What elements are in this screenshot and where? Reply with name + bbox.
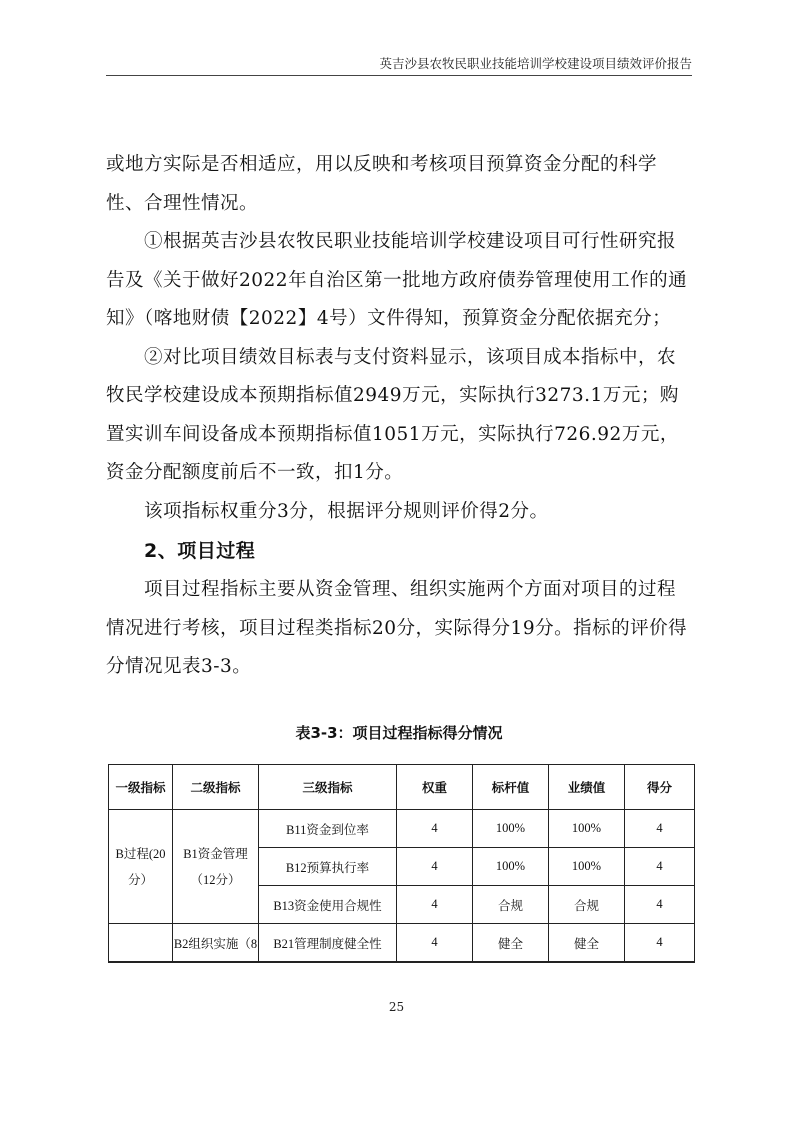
actual-cell: 健全 [549,924,625,963]
actual-cell: 100% [549,848,625,886]
benchmark-cell: 合规 [473,886,549,924]
benchmark-cell: 100% [473,810,549,848]
paragraph-4: 该项指标权重分3分，根据评分规则评价得2分。 [144,500,549,522]
report-body [106,146,692,687]
paragraph-2: ①根据英吉沙县农牧民职业技能培训学校建设项目可行性研究报告及《关于做好2022年自治区第一批地方政府债券管理使用工作的通知》（喀地财债【2022】4号）文件得知，预算资金分配依据充分； [106,231,688,329]
header-divider [106,75,692,76]
level3-cell: B11资金到位率 [259,810,397,848]
level1-cell-empty [109,924,173,963]
b1-label: B1资金管理 [183,846,248,861]
paragraph-1: 或地方实际是否相适应，用以反映和考核项目预算资金分配的科学性、合理性情况。 [106,154,658,214]
section-heading: 2、项目过程 [144,540,256,562]
level3-cell: B13资金使用合规性 [259,886,397,924]
table-row [109,924,695,963]
actual-cell: 合规 [549,886,625,924]
header-benchmark: 标杆值 [473,765,549,810]
process-indicator-table [108,764,695,963]
benchmark-cell: 100% [473,848,549,886]
header-weight: 权重 [397,765,473,810]
level3-cell: B12预算执行率 [259,848,397,886]
paragraph-3: ②对比项目绩效目标表与支付资料显示，该项目成本指标中，农牧民学校建设成本预期指标值2949万元，实际执行3273.1万元；购置实训车间设备成本预期指标值1051万元，实际执行726.92万元，资金分配额度前后不一致，扣1分。 [106,346,679,483]
level2-cell-b1 [173,810,259,924]
table-caption: 表3-3：项目过程指标得分情况 [295,724,503,742]
score-cell: 4 [625,848,695,886]
weight-cell: 4 [397,924,473,963]
table-row [109,810,695,848]
header-level2: 二级指标 [173,765,259,810]
weight-cell: 4 [397,886,473,924]
score-cell: 4 [625,924,695,963]
page-number: 25 [388,1000,405,1014]
weight-cell: 4 [397,848,473,886]
weight-cell: 4 [397,810,473,848]
actual-cell: 100% [549,810,625,848]
header-level3: 三级指标 [259,765,397,810]
paragraph-5: 项目过程指标主要从资金管理、组织实施两个方面对项目的过程情况进行考核，项目过程类指标20分，实际得分19分。指标的评价得分情况见表3-3。 [106,579,688,677]
level2-cell-b2: B2组织实施（8 [173,924,259,963]
report-header: 英吉沙县农牧民职业技能培训学校建设项目绩效评价报告 [379,56,692,71]
b1-score: （12分） [190,872,241,887]
table-header-row [109,765,695,810]
level1-cell: B过程(20分） [109,810,173,924]
score-cell: 4 [625,886,695,924]
header-actual: 业绩值 [549,765,625,810]
score-cell: 4 [625,810,695,848]
header-score: 得分 [625,765,695,810]
header-level1: 一级指标 [109,765,173,810]
benchmark-cell: 健全 [473,924,549,963]
level3-cell: B21管理制度健全性 [259,924,397,963]
